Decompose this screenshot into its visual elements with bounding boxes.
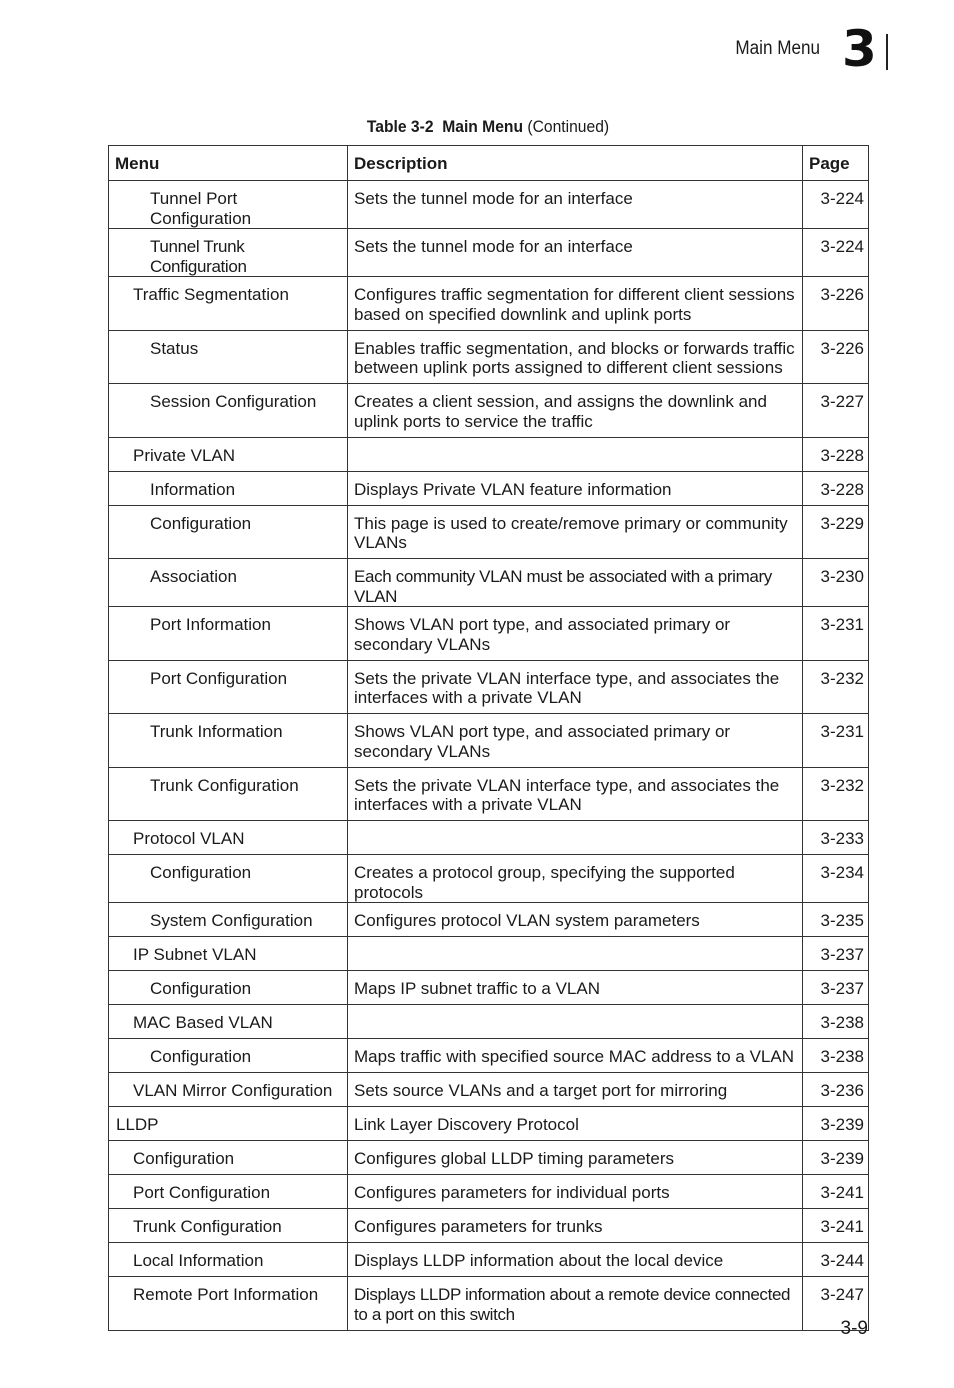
column-header-description: Description — [348, 146, 803, 181]
menu-cell: IP Subnet VLAN — [109, 937, 348, 971]
column-header-menu: Menu — [109, 146, 348, 181]
table-caption — [138, 117, 837, 137]
table-row — [109, 471, 869, 505]
chapter-number: 3 — [842, 20, 875, 78]
menu-cell: Trunk Configuration — [109, 767, 348, 821]
description-cell: Enables traffic segmentation, and blocks or forwards traffic between uplink ports assigned to different client sessions — [348, 330, 803, 384]
description-cell: Shows VLAN port type, and associated primary or secondary VLANs — [348, 607, 803, 661]
description-cell: Sets the private VLAN interface type, and associates the interfaces with a private VLAN — [348, 660, 803, 714]
table-body — [109, 181, 869, 1331]
page-reference-cell: 3-235 — [803, 903, 869, 937]
description-cell: Configures protocol VLAN system parameters — [348, 903, 803, 937]
table-row — [109, 937, 869, 971]
table-row — [109, 1277, 869, 1331]
table-row — [109, 855, 869, 903]
table-row — [109, 181, 869, 229]
menu-cell: Configuration — [109, 855, 348, 903]
table-row — [109, 1107, 869, 1141]
description-cell: Displays LLDP information about the local device — [348, 1243, 803, 1277]
page-reference-cell: 3-244 — [803, 1243, 869, 1277]
page-reference-cell: 3-229 — [803, 505, 869, 559]
table-row — [109, 714, 869, 768]
page-number: 3-9 — [840, 1318, 868, 1339]
description-cell: Sets the tunnel mode for an interface — [348, 229, 803, 277]
table-row — [109, 437, 869, 471]
table-row — [109, 1175, 869, 1209]
menu-cell: Trunk Information — [109, 714, 348, 768]
table-row — [109, 1243, 869, 1277]
menu-cell: Private VLAN — [109, 437, 348, 471]
table-row — [109, 384, 869, 438]
main-menu-table — [108, 145, 869, 1331]
table-row — [109, 767, 869, 821]
table-row — [109, 330, 869, 384]
description-cell: Creates a client session, and assigns the downlink and uplink ports to service the traffic — [348, 384, 803, 438]
menu-cell: Local Information — [109, 1243, 348, 1277]
table-row — [109, 277, 869, 331]
page-reference-cell: 3-233 — [803, 821, 869, 855]
menu-cell: Protocol VLAN — [109, 821, 348, 855]
menu-cell: Information — [109, 471, 348, 505]
table-caption-label: Table 3-2 — [366, 117, 434, 136]
description-cell: Maps traffic with specified source MAC address to a VLAN — [348, 1039, 803, 1073]
page-reference-cell: 3-227 — [803, 384, 869, 438]
page-reference-cell: 3-238 — [803, 1039, 869, 1073]
description-cell: Link Layer Discovery Protocol — [348, 1107, 803, 1141]
page-reference-cell: 3-239 — [803, 1141, 869, 1175]
page-reference-cell: 3-231 — [803, 607, 869, 661]
table-row — [109, 1073, 869, 1107]
table-header-row — [109, 146, 869, 181]
page-reference-cell: 3-236 — [803, 1073, 869, 1107]
running-header-title: Main Menu — [735, 38, 820, 59]
menu-cell: Port Information — [109, 607, 348, 661]
description-cell: Sets the tunnel mode for an interface — [348, 181, 803, 229]
menu-cell: VLAN Mirror Configuration — [109, 1073, 348, 1107]
menu-cell: Tunnel Trunk Configuration — [109, 229, 348, 277]
table-row — [109, 903, 869, 937]
description-cell — [348, 937, 803, 971]
table-caption-title: Main Menu — [442, 117, 524, 136]
menu-cell: Trunk Configuration — [109, 1209, 348, 1243]
page-reference-cell: 3-232 — [803, 767, 869, 821]
description-cell — [348, 1005, 803, 1039]
description-cell: Sets the private VLAN interface type, and associates the interfaces with a private VLAN — [348, 767, 803, 821]
menu-cell: Traffic Segmentation — [109, 277, 348, 331]
chapter-divider — [886, 34, 888, 70]
table-row — [109, 229, 869, 277]
table-row — [109, 559, 869, 607]
description-cell: Configures parameters for trunks — [348, 1209, 803, 1243]
menu-cell: Configuration — [109, 1141, 348, 1175]
menu-cell: Remote Port Information — [109, 1277, 348, 1331]
page-reference-cell: 3-224 — [803, 229, 869, 277]
column-header-page: Page — [803, 146, 869, 181]
page-reference-cell: 3-241 — [803, 1175, 869, 1209]
table-row — [109, 971, 869, 1005]
table-row — [109, 1005, 869, 1039]
table-row — [109, 505, 869, 559]
page-reference-cell: 3-241 — [803, 1209, 869, 1243]
page-reference-cell: 3-237 — [803, 971, 869, 1005]
table-row — [109, 660, 869, 714]
description-cell: Shows VLAN port type, and associated primary or secondary VLANs — [348, 714, 803, 768]
table-caption-suffix: (Continued) — [527, 117, 610, 136]
menu-cell: Port Configuration — [109, 660, 348, 714]
page-reference-cell: 3-234 — [803, 855, 869, 903]
page-reference-cell: 3-238 — [803, 1005, 869, 1039]
table-row — [109, 607, 869, 661]
description-cell: Configures parameters for individual ports — [348, 1175, 803, 1209]
menu-cell: Configuration — [109, 1039, 348, 1073]
description-cell — [348, 437, 803, 471]
page-reference-cell: 3-231 — [803, 714, 869, 768]
description-cell: Configures traffic segmentation for different client sessions based on specified downlink and uplink ports — [348, 277, 803, 331]
menu-cell: Session Configuration — [109, 384, 348, 438]
menu-cell: MAC Based VLAN — [109, 1005, 348, 1039]
menu-cell: Configuration — [109, 505, 348, 559]
table-row — [109, 1141, 869, 1175]
page-reference-cell: 3-226 — [803, 277, 869, 331]
page-reference-cell: 3-224 — [803, 181, 869, 229]
description-cell: Displays Private VLAN feature information — [348, 471, 803, 505]
menu-cell: Tunnel Port Configuration — [109, 181, 348, 229]
page-reference-cell: 3-247 — [803, 1277, 869, 1331]
page-reference-cell: 3-230 — [803, 559, 869, 607]
menu-cell: Configuration — [109, 971, 348, 1005]
menu-cell: LLDP — [109, 1107, 348, 1141]
menu-cell: Association — [109, 559, 348, 607]
table-row — [109, 1039, 869, 1073]
description-cell: Creates a protocol group, specifying the supported protocols — [348, 855, 803, 903]
menu-cell: Port Configuration — [109, 1175, 348, 1209]
description-cell: Maps IP subnet traffic to a VLAN — [348, 971, 803, 1005]
page-reference-cell: 3-232 — [803, 660, 869, 714]
menu-cell: Status — [109, 330, 348, 384]
page-reference-cell: 3-228 — [803, 471, 869, 505]
menu-cell: System Configuration — [109, 903, 348, 937]
description-cell: Sets source VLANs and a target port for mirroring — [348, 1073, 803, 1107]
table-row — [109, 1209, 869, 1243]
description-cell — [348, 821, 803, 855]
page-reference-cell: 3-226 — [803, 330, 869, 384]
description-cell: This page is used to create/remove primary or community VLANs — [348, 505, 803, 559]
page-reference-cell: 3-239 — [803, 1107, 869, 1141]
table-row — [109, 821, 869, 855]
description-cell: Configures global LLDP timing parameters — [348, 1141, 803, 1175]
description-cell: Each community VLAN must be associated with a primary VLAN — [348, 559, 803, 607]
description-cell: Displays LLDP information about a remote device connected to a port on this switch — [348, 1277, 803, 1331]
page-reference-cell: 3-228 — [803, 437, 869, 471]
page-reference-cell: 3-237 — [803, 937, 869, 971]
